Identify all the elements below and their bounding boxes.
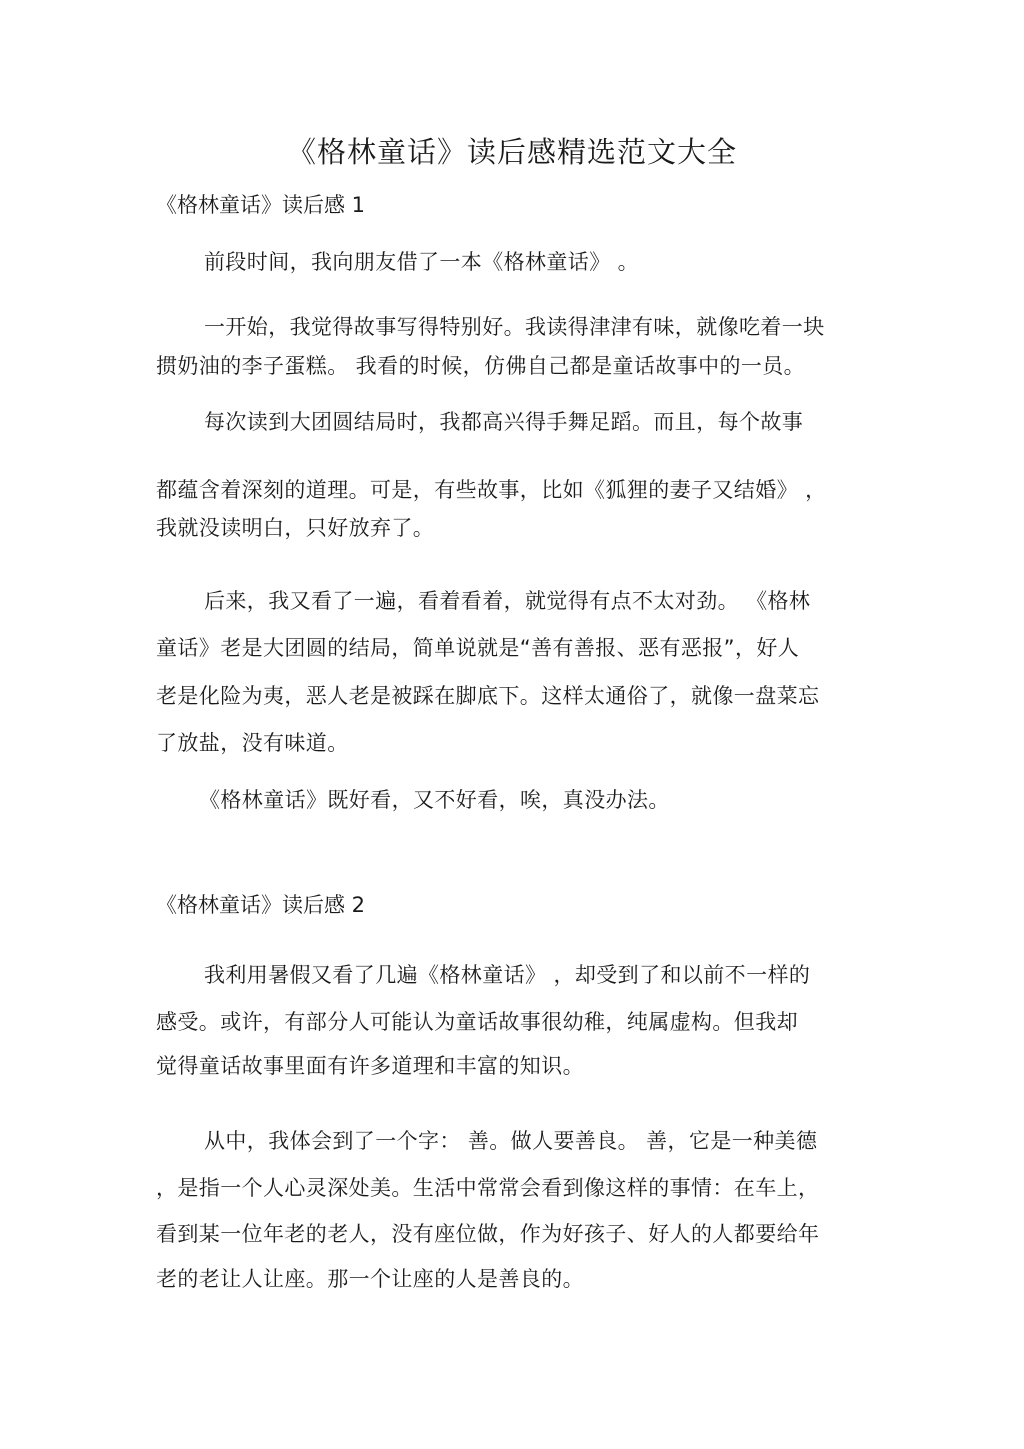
paragraph-line: 我利用暑假又看了几遍《格林童话》 ，却受到了和以前不一样的 — [204, 963, 811, 987]
paragraph-line: 都蕴含着深刻的道理。可是，有些故事，比如《狐狸的妻子又结婚》 ， — [156, 478, 827, 502]
document-title: 《格林童话》读后感精选范文大全 — [286, 135, 737, 169]
paragraph-line: 童话》老是大团圆的结局，简单说就是“善有善报、恶有恶报”，好人 — [156, 636, 800, 660]
paragraph-line: 后来，我又看了一遍，看着看着，就觉得有点不太对劲。 《格林 — [204, 589, 811, 613]
paragraph-line: 掼奶油的李子蛋糕。 我看的时候，仿佛自己都是童话故事中的一员。 — [156, 354, 806, 378]
paragraph-line: 一开始，我觉得故事写得特别好。我读得津津有味，就像吃着一块 — [204, 315, 825, 339]
paragraph-line: ，是指一个人心灵深处美。生活中常常会看到像这样的事情：在车上， — [156, 1176, 820, 1200]
paragraph-line: 感受。或许，有部分人可能认为童话故事很幼稚，纯属虚构。但我却 — [156, 1010, 798, 1034]
paragraph-line: 了放盐，没有味道。 — [156, 731, 349, 755]
section-heading-2: 《格林童话》读后感 2 — [156, 893, 366, 917]
paragraph-line: 《格林童话》既好看，又不好看，唉，真没办法。 — [199, 788, 670, 812]
paragraph-line: 觉得童话故事里面有许多道理和丰富的知识。 — [156, 1054, 584, 1078]
paragraph-line: 老是化险为夷，恶人老是被踩在脚底下。这样太通俗了，就像一盘菜忘 — [156, 684, 820, 708]
paragraph-line: 看到某一位年老的老人，没有座位做，作为好孩子、好人的人都要给年 — [156, 1222, 820, 1246]
section-heading-1: 《格林童话》读后感 1 — [156, 193, 366, 217]
paragraph-line: 我就没读明白，只好放弃了。 — [156, 516, 435, 540]
paragraph-line: 从中，我体会到了一个字： 善。做人要善良。 善，它是一种美德 — [204, 1129, 818, 1153]
paragraph-line: 每次读到大团圆结局时，我都高兴得手舞足蹈。而且，每个故事 — [204, 410, 804, 434]
paragraph-line: 前段时间，我向朋友借了一本《格林童话》 。 — [204, 250, 640, 274]
paragraph-line: 老的老让人让座。那一个让座的人是善良的。 — [156, 1267, 584, 1291]
